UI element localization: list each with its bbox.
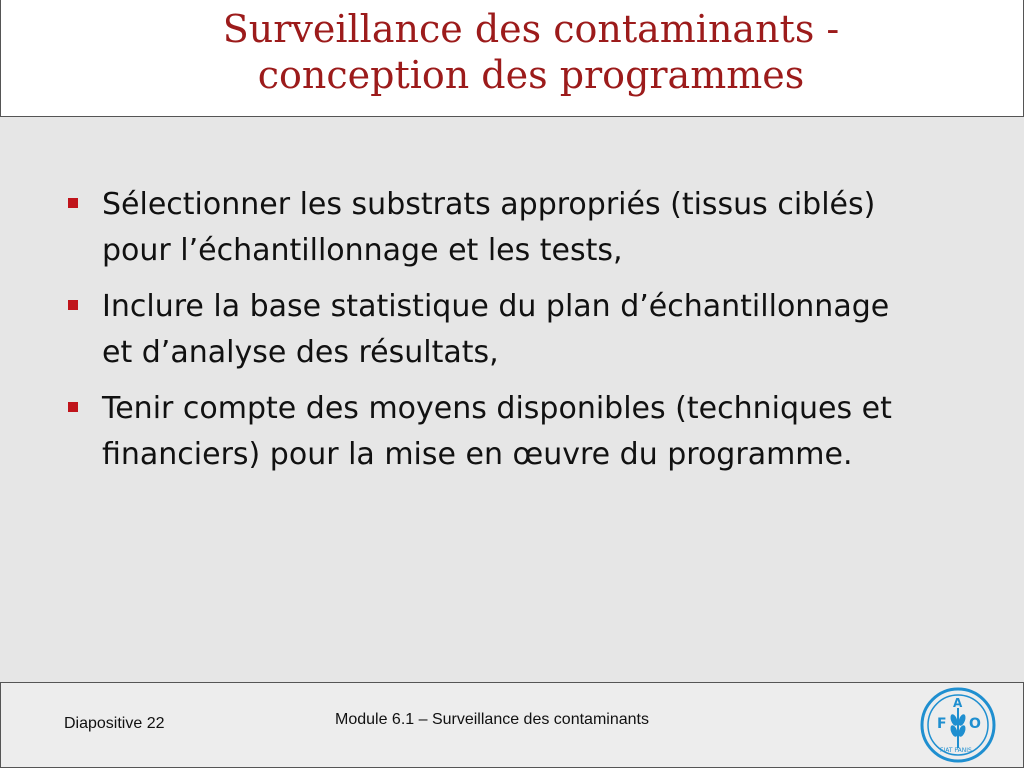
slide-title	[61, 6, 1001, 98]
bullet-item	[64, 182, 924, 274]
slide-title-line-2: conception des programmes	[257, 53, 805, 97]
fao-letter-o: O	[969, 716, 981, 732]
bullet-text: Sélectionner les substrats appropriés (tissus ciblés) pour l’échantillonnage et les tests,	[102, 187, 876, 268]
footer	[0, 682, 1024, 768]
slide-title-line-1: Surveillance des contaminants -	[222, 7, 840, 51]
square-bullet-icon	[68, 198, 78, 208]
square-bullet-icon	[68, 300, 78, 310]
fao-motto: FIAT PANIS	[940, 747, 972, 754]
title-box	[0, 0, 1024, 117]
fao-letter-f: F	[937, 716, 947, 732]
square-bullet-icon	[68, 402, 78, 412]
module-label: Module 6.1 – Surveillance des contaminants	[335, 711, 649, 728]
fao-logo-icon	[919, 686, 997, 764]
bullet-list	[64, 182, 924, 488]
bullet-text: Inclure la base statistique du plan d’échantillonnage et d’analyse des résultats,	[102, 289, 890, 370]
bullet-item	[64, 284, 924, 376]
slide-number: Diapositive 22	[64, 715, 165, 732]
fao-letter-a: A	[953, 696, 963, 710]
bullet-item	[64, 386, 924, 478]
bullet-text: Tenir compte des moyens disponibles (techniques et financiers) pour la mise en œuvre du programme.	[102, 391, 892, 472]
